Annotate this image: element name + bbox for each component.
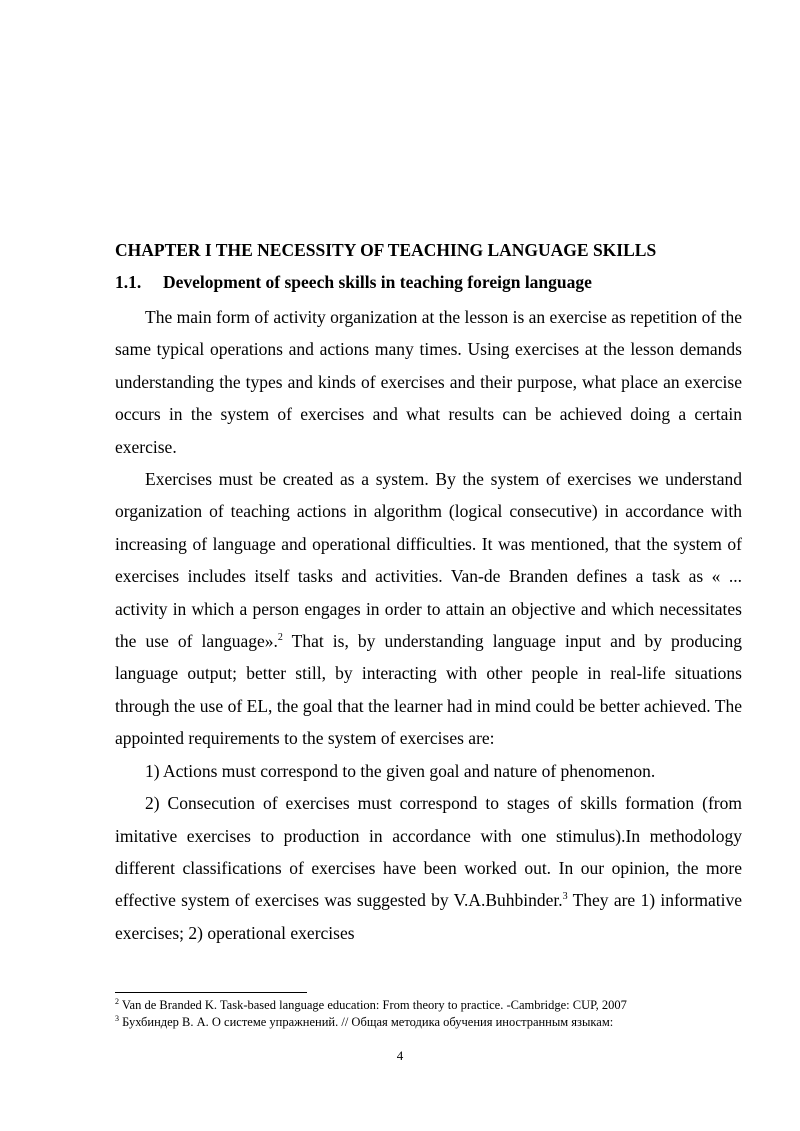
requirement-1: 1) Actions must correspond to the given goal and nature of phenomenon. [145, 760, 656, 781]
footnote-ref-3: 3 [562, 891, 568, 903]
footnote-ref-2: 2 [277, 632, 283, 644]
requirement-2-part-b: They are 1) informative exercises; 2) operational exercises [115, 890, 742, 943]
footnote-text: Van de Branded K. Task-based language education: From theory to practice. -Cambridge: CUP, 2007 [121, 998, 627, 1012]
requirement-2-part-a: 2) Consecution of exercises must correspond to stages of skills formation (from imitative exercises to production in accordance with one stimulus).In methodology different classifications of exercises have been worked out. In our opinion, the more effective system of exercises was suggested by V.A.Buhbinder. [115, 793, 742, 911]
page-number: 4 [396, 1048, 404, 1063]
footnote-text: Бухбиндер В. А. О системе упражнений. // Общая методика обучения иностранным языкам: [122, 1015, 614, 1029]
paragraph-2 [115, 463, 742, 755]
footnote-divider [115, 992, 307, 993]
chapter-title: CHAPTER I THE NECESSITY OF TEACHING LANGUAGE SKILLS [115, 240, 657, 260]
paragraph-2-part-b: That is, by understanding language input and by producing language output; better still, by interacting with other people in real-life situations through the use of EL, the goal that the learner had in mind could be better achieved. The appointed requirements to the system of exercises are: [115, 631, 743, 749]
paragraph-1: The main form of activity organization at the lesson is an exercise as repetition of the same typical operations and actions many times. Using exercises at the lesson demands understanding the types and kinds of exercises and their purpose, what place an exercise occurs in the system of exercises and what results can be achieved doing a certain exercise. [115, 307, 742, 457]
footnote-2 [115, 998, 695, 1013]
footnote-3 [115, 1015, 695, 1030]
footnote-mark: 2 [115, 996, 119, 1006]
requirement-2 [115, 787, 742, 949]
page-body [115, 237, 742, 949]
footnotes [115, 998, 695, 1032]
section-heading [115, 269, 742, 295]
paragraph-2-part-a: Exercises must be created as a system. By the system of exercises we understand organization of teaching actions in algorithm (logical consecutive) in accordance with increasing of language and operational difficulties. It was mentioned, that the system of exercises includes itself tasks and activities. Van-de Branden defines a task as « ... activity in which a person engages in order to attain an objective and which necessitates the use of language». [115, 469, 742, 652]
footnote-mark: 3 [115, 1013, 119, 1023]
section-number: 1.1. [115, 272, 142, 292]
section-title: Development of speech skills in teaching foreign language [163, 272, 592, 292]
